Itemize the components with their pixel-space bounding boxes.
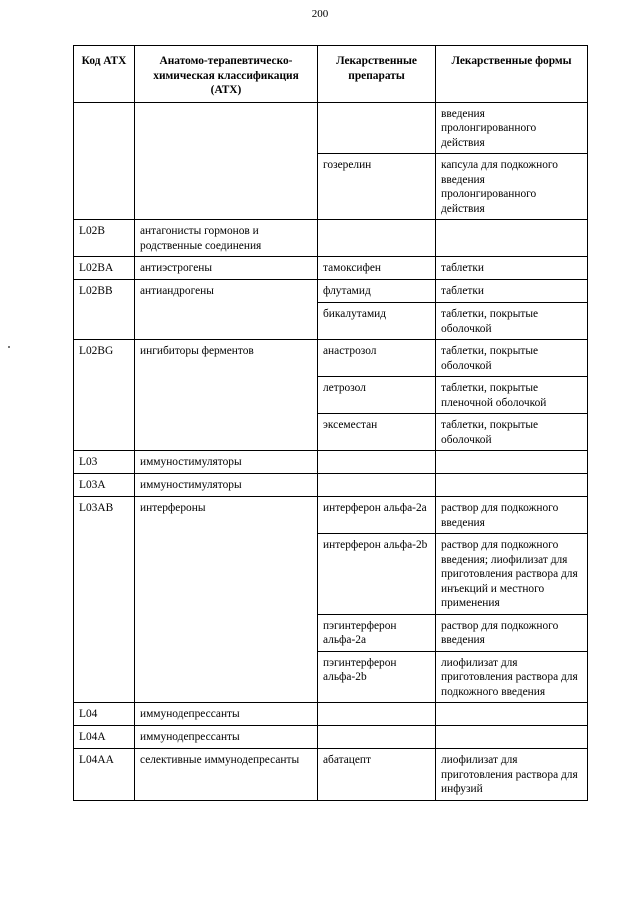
cell-code: L03A [74,474,135,497]
cell-classification: иммуностимуляторы [135,451,318,474]
cell-classification: селективные иммунодепресанты [135,749,318,801]
cell-classification: иммунодепрессанты [135,726,318,749]
table-row [74,102,588,154]
cell-drug: тамоксифен [318,257,436,280]
table-row [74,726,588,749]
cell-form: таблетки, покрытые оболочкой [436,340,588,377]
cell-drug [318,703,436,726]
header-classification: Анатомо-терапевтическо-химическая классификация (АТХ) [135,46,318,103]
table-row [74,749,588,801]
header-drugs: Лекарственные препараты [318,46,436,103]
cell-drug: эксеместан [318,414,436,451]
cell-form: таблетки [436,280,588,303]
cell-code: L02B [74,220,135,257]
cell-drug: абатацепт [318,749,436,801]
cell-form: таблетки, покрытые пленочной оболочкой [436,377,588,414]
cell-code: L03 [74,451,135,474]
cell-code: L04AA [74,749,135,801]
cell-form: раствор для подкожного введения [436,614,588,651]
header-row [74,46,588,103]
table-row [74,451,588,474]
cell-form [436,703,588,726]
table-row [74,703,588,726]
cell-classification: иммуностимуляторы [135,474,318,497]
cell-drug: бикалутамид [318,303,436,340]
table-row [74,474,588,497]
cell-form: лиофилизат для приготовления раствора для подкожного введения [436,651,588,703]
cell-classification: иммунодепрессанты [135,703,318,726]
cell-drug: летрозол [318,377,436,414]
cell-code: L04 [74,703,135,726]
atx-table [73,45,588,801]
cell-drug [318,451,436,474]
table-row [74,257,588,280]
page-number: 200 [311,8,329,20]
cell-drug: пэгинтерферон альфа-2b [318,651,436,703]
cell-form [436,220,588,257]
margin-mark [8,346,10,348]
cell-classification [135,102,318,220]
cell-classification: интерфероны [135,497,318,703]
table-row [74,280,588,303]
cell-form: таблетки, покрытые оболочкой [436,303,588,340]
cell-drug: интерферон альфа-2b [318,534,436,615]
cell-drug: интерферон альфа-2a [318,497,436,534]
cell-code [74,102,135,220]
cell-drug [318,726,436,749]
cell-form: раствор для подкожного введения; лиофилизат для приготовления раствора для инъекций и местного применения [436,534,588,615]
cell-form: лиофилизат для приготовления раствора для инфузий [436,749,588,801]
cell-drug [318,474,436,497]
cell-code: L02BG [74,340,135,451]
cell-form: раствор для подкожного введения [436,497,588,534]
cell-code: L03AB [74,497,135,703]
cell-code: L04A [74,726,135,749]
cell-classification: антиэстрогены [135,257,318,280]
cell-code: L02BA [74,257,135,280]
cell-form: таблетки [436,257,588,280]
cell-code: L02BB [74,280,135,340]
cell-classification: антиандрогены [135,280,318,340]
cell-drug: гозерелин [318,154,436,220]
cell-form [436,726,588,749]
cell-form: таблетки, покрытые оболочкой [436,414,588,451]
table-header [74,46,588,103]
cell-drug [318,102,436,154]
cell-classification: антагонисты гормонов и родственные соединения [135,220,318,257]
cell-form: введения пролонгированного действия [436,102,588,154]
table-body [74,102,588,800]
table-row [74,340,588,377]
cell-drug [318,220,436,257]
cell-drug: анастрозол [318,340,436,377]
header-code: Код АТХ [74,46,135,103]
header-forms: Лекарственные формы [436,46,588,103]
cell-classification: ингибиторы ферментов [135,340,318,451]
cell-form: капсула для подкожного введения пролонгированного действия [436,154,588,220]
cell-form [436,474,588,497]
table-row [74,220,588,257]
cell-drug: пэгинтерферон альфа-2a [318,614,436,651]
cell-drug: флутамид [318,280,436,303]
table-row [74,497,588,534]
cell-form [436,451,588,474]
